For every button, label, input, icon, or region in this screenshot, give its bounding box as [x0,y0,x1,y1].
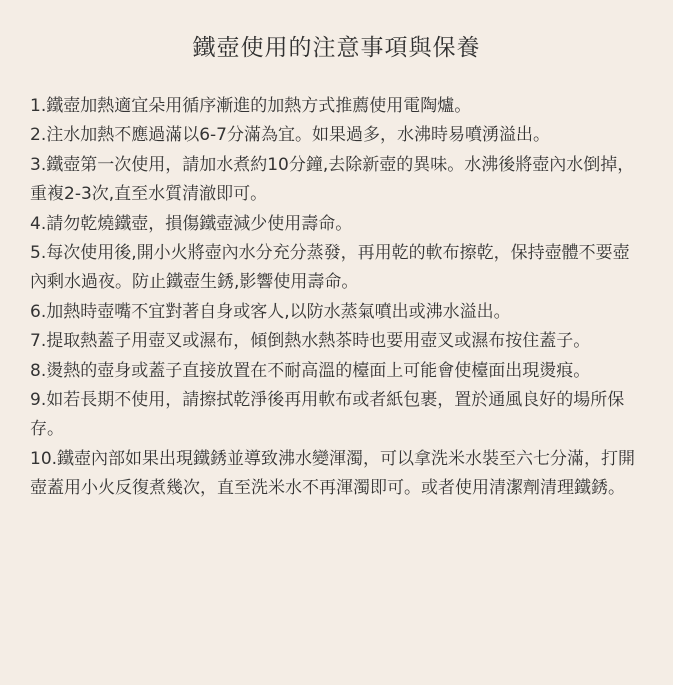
note-item-3: 3.鐵壺第一次使用，請加水煮約10分鐘,去除新壺的異味。水沸後將壺內水倒掉，重複2-3次,直至水質清澈即可。 [30,154,635,205]
note-item-9: 9.如若長期不使用，請擦拭乾淨後再用軟布或者紙包裹，置於通風良好的場所保存。 [30,390,625,440]
note-item-7: 7.提取熱蓋子用壺叉或濕布，傾倒熱水熱茶時也要用壺叉或濕布按住蓋子。 [30,331,591,352]
note-item-10: 10.鐵壺內部如果出現鐵銹並導致沸水變渾濁，可以拿洗米水裝至六七分滿，打開壺蓋用小火反復煮幾次，直至洗米水不再渾濁即可。或者使用清潔劑清理鐵銹。 [30,448,636,499]
note-item-8: 8.燙熱的壺身或蓋子直接放置在不耐高溫的檯面上可能會使檯面出現燙痕。 [30,360,591,381]
note-item-4: 4.請勿乾燒鐵壺，損傷鐵壺減少使用壽命。 [30,213,353,234]
note-item-6: 6.加熱時壺嘴不宜對著自身或客人,以防水蒸氣噴出或沸水溢出。 [30,301,511,322]
note-item-2: 2.注水加熱不應過滿以6-7分滿為宜。如果過多，水沸時易噴湧溢出。 [30,125,550,146]
notes-list [30,72,643,504]
page-title: 鐵壺使用的注意事項與保養 [192,35,481,61]
note-item-1: 1.鐵壺加熱適宜朵用循序漸進的加熱方式推薦使用電陶爐。 [30,96,472,116]
note-item-5: 5.每次使用後,開小火將壺內水分充分蒸發，再用乾的軟布擦乾，保持壺體不要壺內剩水過夜。防止鐵壺生銹,影響使用壽命。 [30,243,630,293]
